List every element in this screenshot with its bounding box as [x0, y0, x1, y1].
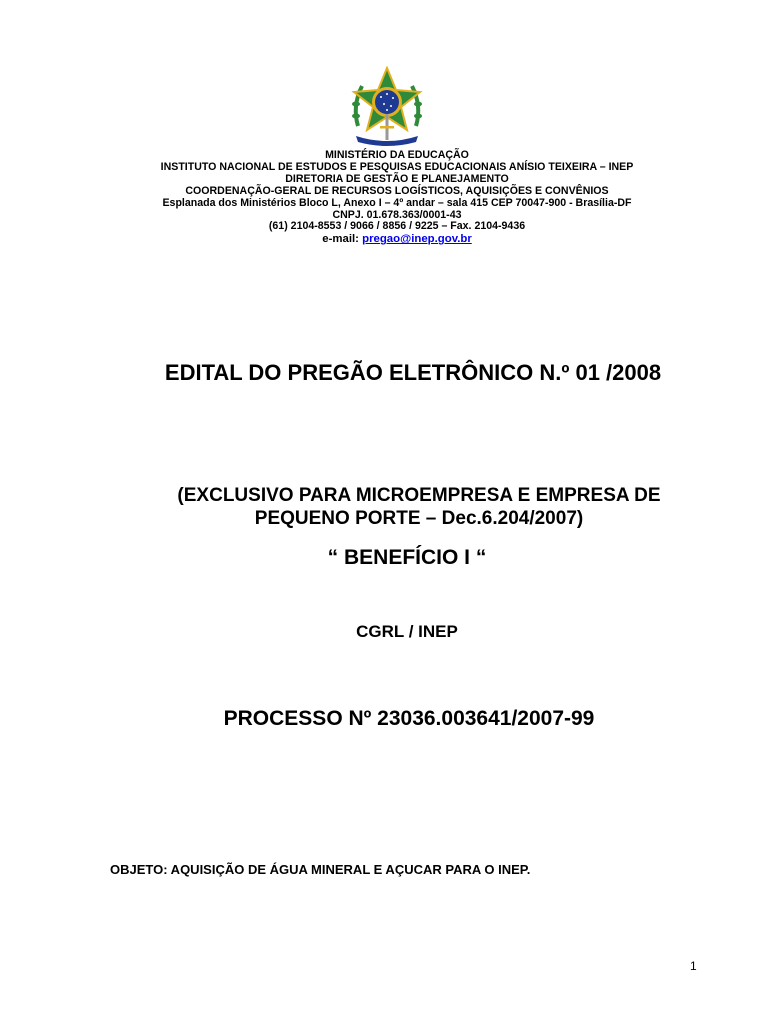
cnpj: CNPJ. 01.678.363/0001-43 — [332, 208, 462, 221]
exclusive-notice-line-2: PEQUENO PORTE – Dec.6.204/2007) — [254, 508, 584, 529]
exclusive-notice-line-1: (EXCLUSIVO PARA MICROEMPRESA E EMPRESA DE — [177, 485, 661, 506]
email-label: e-mail: — [322, 233, 359, 246]
ministry-name: MINISTÉRIO DA EDUCAÇÃO — [325, 149, 469, 161]
page-number: 1 — [690, 959, 697, 973]
exclusive-notice — [34, 484, 770, 530]
directorate-name: DIRETORIA DE GESTÃO E PLANEJAMENTO — [285, 172, 509, 185]
object-description: OBJETO: AQUISIÇÃO DE ÁGUA MINERAL E AÇUCAR PARA O INEP. — [110, 862, 531, 877]
institute-name: INSTITUTO NACIONAL DE ESTUDOS E PESQUISAS EDUCACIONAIS ANÍSIO TEIXEIRA – INEP — [160, 160, 634, 173]
coordination-name: COORDENAÇÃO-GERAL DE RECURSOS LOGÍSTICOS, AQUISIÇÕES E CONVÊNIOS — [185, 184, 609, 197]
letterhead — [40, 150, 754, 246]
document-title: EDITAL DO PREGÃO ELETRÔNICO N.º 01 /2008 — [164, 360, 662, 385]
email-link[interactable]: pregao@inep.gov.br — [362, 233, 472, 246]
process-number: PROCESSO Nº 23036.003641/2007-99 — [223, 707, 595, 730]
department-heading: CGRL / INEP — [356, 622, 458, 641]
phone-numbers: (61) 2104-8553 / 9066 / 8856 / 9225 – Fax. 2104-9436 — [268, 220, 526, 233]
address: Esplanada dos Ministérios Bloco L, Anexo I – 4º andar – sala 415 CEP 70047-900 - Brasília-DF — [162, 196, 632, 209]
brazil-coat-of-arms-icon — [348, 66, 426, 146]
email-line — [40, 234, 754, 246]
benefit-heading: “ BENEFÍCIO I “ — [327, 546, 487, 569]
